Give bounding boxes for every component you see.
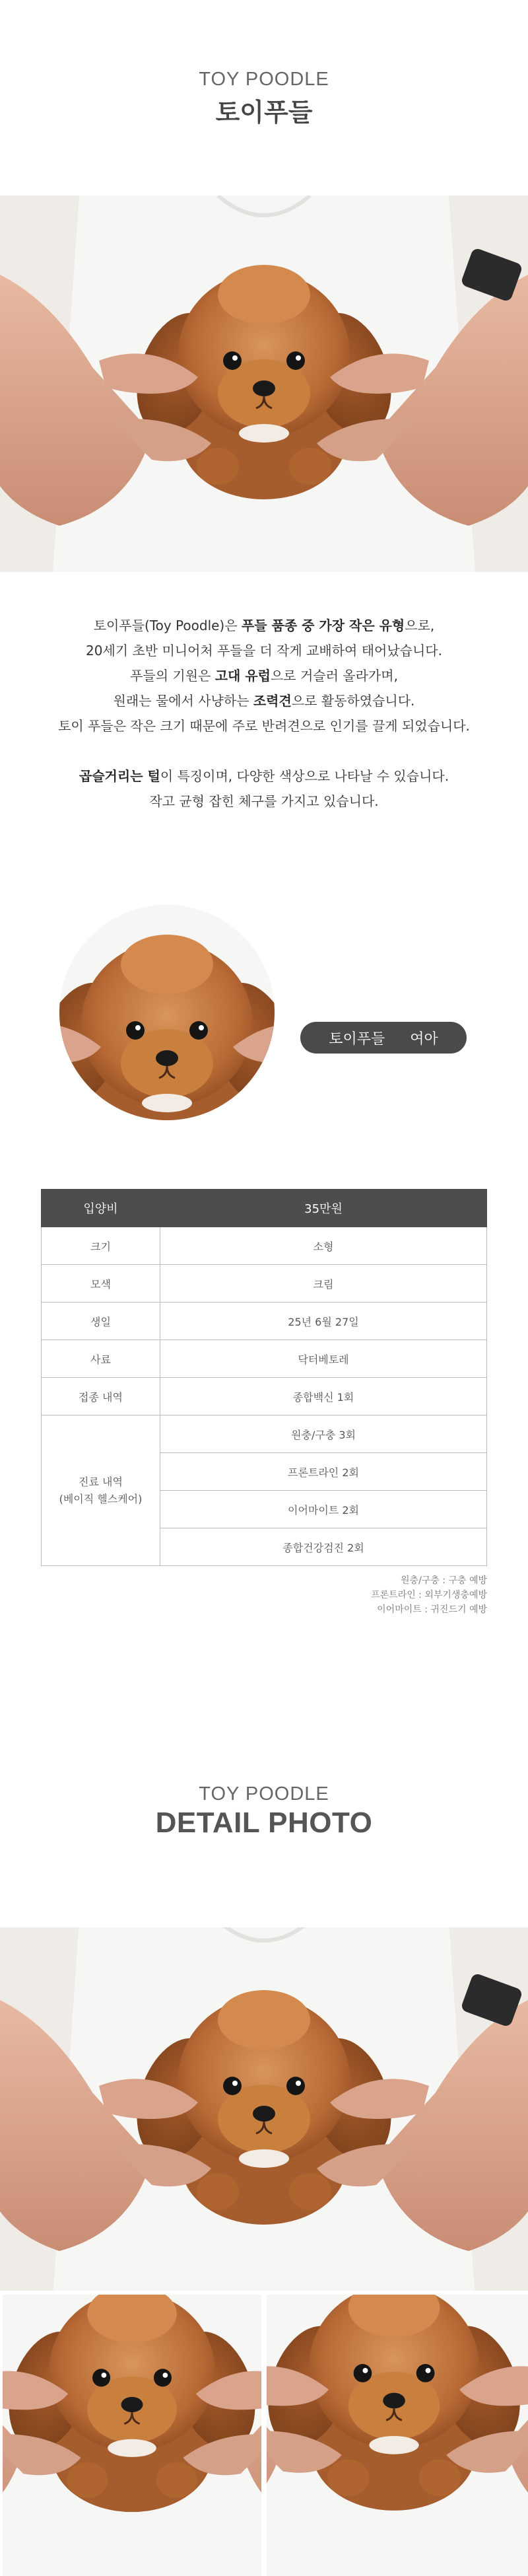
description-text: 원래는 물에서 사냥하는	[113, 693, 253, 709]
description-line	[0, 638, 528, 663]
description-highlight: 곱슬거리는 털	[79, 768, 160, 784]
care-item: 원충/구충 3회	[160, 1415, 487, 1453]
description-text: 작고 균형 잡힌 체구를 가지고 있습니다.	[149, 793, 379, 809]
table-row	[42, 1303, 487, 1340]
care-item: 이어마이트 2회	[160, 1491, 487, 1528]
puppy-illustration	[3, 2295, 261, 2576]
description-line	[0, 613, 528, 638]
description-highlight: 고대 유럽	[214, 668, 271, 684]
table-row	[42, 1415, 487, 1453]
row-label: 접종 내역	[42, 1378, 160, 1415]
description-highlight: 조력견	[253, 693, 292, 709]
detail-title: DETAIL PHOTO	[155, 1807, 373, 1839]
breed-description	[0, 613, 528, 814]
description-highlight: 푸들 품종 중 가장 작은 유형	[241, 618, 405, 633]
table-header-row	[42, 1190, 487, 1227]
puppy-avatar-illustration	[59, 905, 275, 1120]
table-row	[42, 1378, 487, 1415]
table-row	[42, 1227, 487, 1265]
description-line	[0, 764, 528, 789]
spec-table-body	[42, 1227, 487, 1566]
care-item: 종합건강검진 2회	[160, 1528, 487, 1566]
description-text: 푸들의 기원은	[130, 668, 215, 684]
description-line	[0, 789, 528, 814]
puppy-illustration	[0, 196, 528, 572]
table-row	[42, 1340, 487, 1378]
description-line	[0, 688, 528, 713]
detail-heading	[0, 1783, 528, 1840]
spec-table	[41, 1189, 487, 1566]
detail-photo-left	[3, 2295, 261, 2576]
breed-eyebrow: TOY POODLE	[199, 69, 329, 90]
care-history-label	[42, 1415, 160, 1566]
care-note: 프론트라인 : 외부기생충예방	[371, 1590, 487, 1600]
care-notes	[371, 1573, 487, 1617]
description-line	[0, 713, 528, 738]
care-label: 진료 내역	[79, 1475, 123, 1488]
breed-sex-badge	[300, 1022, 467, 1054]
row-label: 모색	[42, 1265, 160, 1303]
row-label: 사료	[42, 1340, 160, 1378]
badge-sex: 여아	[410, 1030, 438, 1048]
puppy-illustration	[0, 1927, 528, 2291]
row-label: 크기	[42, 1227, 160, 1265]
description-text: 토이푸들(Toy Poodle)은	[93, 618, 242, 633]
description-text: 20세기 초반 미니어처 푸들을 더 작게 교배하여 태어났습니다.	[86, 643, 442, 659]
puppy-illustration	[267, 2295, 528, 2576]
description-text: 토이 푸들은 작은 크기 때문에 주로 반려견으로 인기를 끌게 되었습니다.	[58, 718, 470, 734]
description-text: 으로 활동하였습니다.	[291, 693, 415, 709]
care-note: 이어마이트 : 귀진드기 예방	[377, 1604, 487, 1615]
hero-puppy-photo	[0, 196, 528, 572]
row-value: 닥터베토레	[160, 1340, 487, 1378]
adoption-fee-value: 35만원	[160, 1190, 487, 1227]
row-label: 생일	[42, 1303, 160, 1340]
detail-eyebrow: TOY POODLE	[199, 1783, 329, 1805]
care-note: 원충/구충 : 구충 예방	[401, 1575, 487, 1586]
detail-photo-right	[267, 2295, 528, 2576]
row-value: 25년 6월 27일	[160, 1303, 487, 1340]
puppy-avatar	[59, 905, 275, 1120]
row-value: 크림	[160, 1265, 487, 1303]
description-text: 으로 거슬러 올라가며,	[270, 668, 398, 684]
badge-breed: 토이푸들	[329, 1030, 385, 1048]
description-text: 이 특징이며, 다양한 색상으로 나타날 수 있습니다.	[160, 768, 449, 784]
paragraph-gap	[0, 738, 528, 764]
row-value: 종합백신 1회	[160, 1378, 487, 1415]
breed-title: 토이푸들	[215, 98, 313, 127]
care-sublabel: (베이직 헬스케어)	[59, 1492, 143, 1505]
row-value: 소형	[160, 1227, 487, 1265]
table-row	[42, 1265, 487, 1303]
detail-photo-main	[0, 1927, 528, 2291]
breed-heading	[0, 69, 528, 128]
description-line	[0, 663, 528, 688]
care-item: 프론트라인 2회	[160, 1453, 487, 1491]
description-text: 으로,	[405, 618, 435, 633]
adoption-fee-label: 입양비	[42, 1190, 160, 1227]
